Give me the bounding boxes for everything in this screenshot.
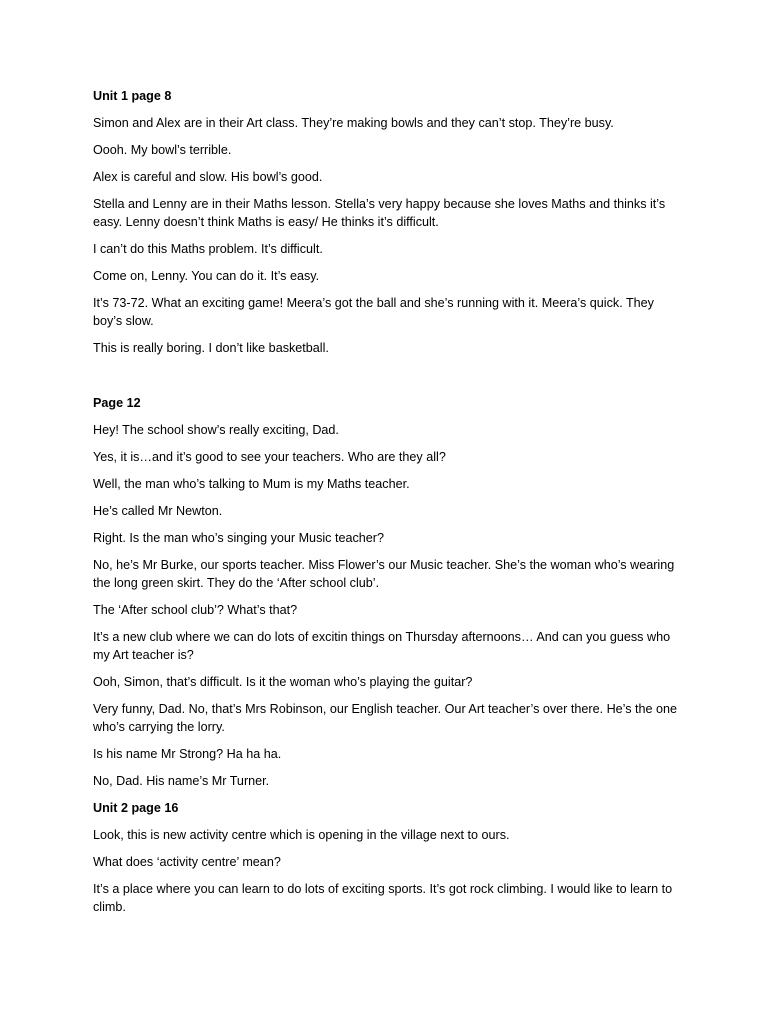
paragraph: Is his name Mr Strong? Ha ha ha. [93,747,282,761]
paragraph: He’s called Mr Newton. [93,504,223,518]
section-heading: Unit 1 page 8 [93,89,172,103]
paragraph: Yes, it is…and it’s good to see your teachers. Who are they all? [93,450,446,464]
section-unit-1-page-8 [93,87,683,357]
paragraph: Hey! The school show’s really exciting, Dad. [93,423,339,437]
paragraph: This is really boring. I don’t like basketball. [93,341,329,355]
paragraph: Ooh, Simon, that’s difficult. Is it the woman who’s playing the guitar? [93,675,473,689]
paragraph: No, he’s Mr Burke, our sports teacher. Miss Flower’s our Music teacher. She’s the woman who’s wearing the long green skirt. They do the ‘After school club’. [93,558,675,590]
paragraph: Very funny, Dad. No, that’s Mrs Robinson, our English teacher. Our Art teacher’s over there. He’s the one who’s carrying the lorry. [93,702,678,734]
paragraph: It’s 73-72. What an exciting game! Meera’s got the ball and she’s running with it. Meera’s quick. They boy’s slow. [93,296,654,328]
paragraph: Come on, Lenny. You can do it. It’s easy. [93,269,320,283]
section-spacer [93,366,683,394]
paragraph: Alex is careful and slow. His bowl’s good. [93,170,323,184]
section-heading: Unit 2 page 16 [93,801,179,815]
paragraph: Oooh. My bowl’s terrible. [93,143,232,157]
paragraph: The ‘After school club’? What’s that? [93,603,298,617]
paragraph: It’s a new club where we can do lots of excitin things on Thursday afternoons… And can you guess who my Art teacher is? [93,630,671,662]
section-heading: Page 12 [93,396,141,410]
paragraph: What does ‘activity centre’ mean? [93,855,281,869]
paragraph: It’s a place where you can learn to do lots of exciting sports. It’s got rock climbing. I would like to learn to climb. [93,882,673,914]
paragraph: Right. Is the man who’s singing your Music teacher? [93,531,384,545]
document-page [93,87,683,925]
paragraph: Stella and Lenny are in their Maths lesson. Stella’s very happy because she loves Maths and thinks it’s easy. Lenny doesn’t think Maths is easy/ He thinks it’s difficult. [93,197,666,229]
paragraph: Look, this is new activity centre which is opening in the village next to ours. [93,828,510,842]
section-page-12 [93,394,683,790]
section-unit-2-page-16 [93,799,683,916]
paragraph: Simon and Alex are in their Art class. They’re making bowls and they can’t stop. They’re busy. [93,116,614,130]
paragraph: I can’t do this Maths problem. It’s difficult. [93,242,323,256]
paragraph: No, Dad. His name’s Mr Turner. [93,774,270,788]
paragraph: Well, the man who’s talking to Mum is my Maths teacher. [93,477,410,491]
